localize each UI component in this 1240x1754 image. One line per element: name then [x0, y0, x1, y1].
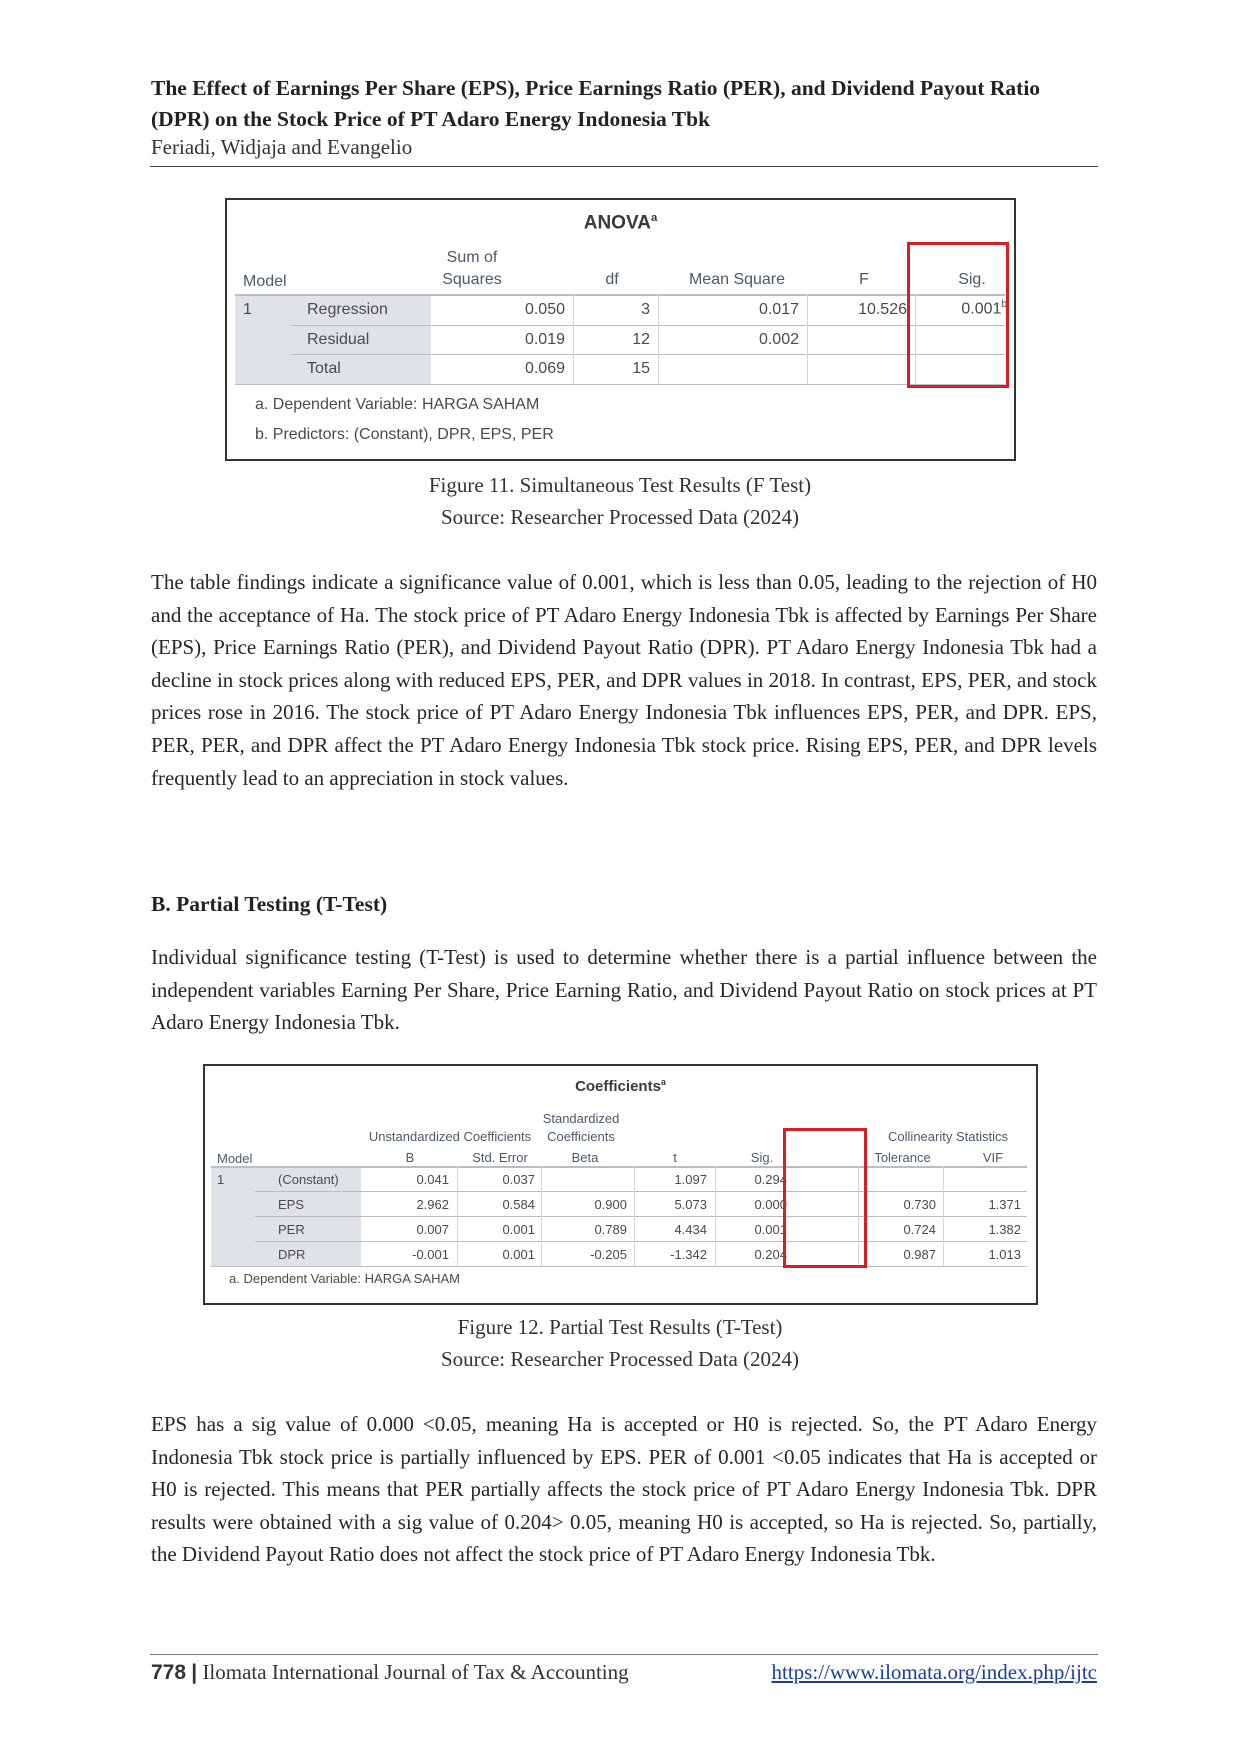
- coef-row-label: PER: [278, 1222, 305, 1237]
- coef-cell-vif: 1.013: [988, 1247, 1021, 1262]
- coef-row-label: (Constant): [278, 1172, 339, 1187]
- coefficients-table-figure: [203, 1064, 1038, 1305]
- anova-cell-df: 12: [632, 331, 650, 348]
- anova-table-figure: [225, 198, 1016, 461]
- anova-header-sum-of-squares-2: Squares: [442, 271, 502, 288]
- coef-cell-b: 0.041: [416, 1172, 449, 1187]
- coef-header-sig: Sig.: [750, 1150, 774, 1165]
- coef-cell-beta: 0.789: [594, 1222, 627, 1237]
- coef-note-dependent: a. Dependent Variable: HARGA SAHAM: [229, 1271, 460, 1286]
- coef-col-rule: [715, 1166, 716, 1266]
- coef-cell-sig: 0.001: [754, 1222, 787, 1237]
- anova-cell-f: 10.526: [858, 301, 907, 318]
- sig-column-highlight: [907, 242, 1009, 388]
- journal-name: Ilomata International Journal of Tax & Accounting: [202, 1660, 629, 1684]
- anova-header-sig: Sig.: [958, 271, 986, 288]
- anova-cell-df: 15: [632, 360, 650, 377]
- anova-col-rule: [807, 294, 808, 384]
- coef-cell-se: 0.037: [502, 1172, 535, 1187]
- coef-row-label: EPS: [278, 1197, 305, 1212]
- anova-header-f: F: [859, 271, 869, 288]
- anova-note-predictors: b. Predictors: (Constant), DPR, EPS, PER: [255, 426, 554, 443]
- coef-cell-t: 5.073: [674, 1197, 707, 1212]
- figure-11-caption: Figure 11. Simultaneous Test Results (F Test): [428, 473, 812, 497]
- anova-cell-sig: 0.001$^b$: [961, 299, 1007, 318]
- anova-header-model: Model: [243, 273, 287, 290]
- coef-cell-b: 0.007: [416, 1222, 449, 1237]
- sig-column-highlight: [783, 1128, 867, 1268]
- coef-header-collinearity: Collinearity Statistics: [888, 1129, 1008, 1144]
- anova-row-label: Total: [307, 360, 341, 377]
- anova-header-rule: [235, 294, 1005, 296]
- coef-cell-t: 4.434: [674, 1222, 707, 1237]
- coef-cell-tolerance: 0.987: [903, 1247, 936, 1262]
- coef-header-standardized-1: Standardized: [542, 1111, 620, 1126]
- coef-header-std-error: Std. Error: [472, 1150, 528, 1165]
- anova-title: ANOVA$^a$: [583, 212, 658, 234]
- body-paragraph: The table findings indicate a significance value of 0.001, which is less than 0.05, leading to the rejection of H0 and the acceptance of Ha. The stock price of PT Adaro Energy Indonesia Tbk is affected by Earnings Per Share (EPS), Price Earnings Ratio (PER), and Dividend Payout Ratio (DPR). PT Adaro Energy Indonesia Tbk had a decline in stock prices along with reduced EPS, PER, and DPR values in 2018. In contrast, EPS, PER, and stock prices rose in 2016. The stock price of PT Adaro Energy Indonesia Tbk influences EPS, PER, and DPR. EPS, PER, PER, and DPR affect the PT Adaro Energy Indonesia Tbk stock price. Rising EPS, PER, and DPR levels frequently lead to an appreciation in stock values.: [151, 570, 1097, 790]
- coef-header-rule: [211, 1166, 1027, 1168]
- coef-model-number: 1: [217, 1172, 225, 1187]
- anova-cell-ss: 0.019: [524, 331, 565, 348]
- anova-header-df: df: [605, 271, 619, 288]
- coef-cell-beta: 0.900: [594, 1197, 627, 1212]
- coef-bottom-rule: [211, 1266, 1027, 1267]
- coef-row-rule: [255, 1191, 1027, 1192]
- coef-header-beta: Beta: [571, 1150, 599, 1165]
- anova-row-label: Regression: [307, 301, 388, 318]
- header-divider: [150, 166, 1098, 167]
- coef-header-tolerance: Tolerance: [874, 1150, 931, 1165]
- anova-row-rule: [291, 325, 1005, 326]
- coef-header-model: Model: [217, 1151, 253, 1166]
- coef-col-rule: [943, 1166, 944, 1266]
- coef-cell-b: 2.962: [416, 1197, 449, 1212]
- coefficients-title: Coefficients$^a$: [575, 1077, 666, 1095]
- anova-col-rule: [573, 294, 574, 384]
- anova-header-mean-square: Mean Square: [688, 271, 786, 288]
- anova-row-label: Residual: [307, 331, 370, 348]
- figure-12-caption: Figure 12. Partial Test Results (T-Test): [457, 1315, 783, 1339]
- anova-cell-ms: 0.002: [758, 331, 799, 348]
- anova-model-number: 1: [243, 301, 252, 318]
- journal-url-link[interactable]: https://www.ilomata.org/index.php/ijtc: [771, 1660, 1097, 1684]
- footer-journal: [151, 1660, 629, 1685]
- page-number: 778: [151, 1661, 187, 1684]
- coef-cell-sig: 0.000: [754, 1197, 787, 1212]
- body-paragraph: Individual significance testing (T-Test) is used to determine whether there is a partial influence between the independent variables Earning Per Share, Price Earning Ratio, and Dividend Payout Ratio on stock prices at PT Adaro Energy Indonesia Tbk.: [151, 945, 1097, 1035]
- anova-cell-df: 3: [641, 301, 650, 318]
- coef-cell-t: 1.097: [674, 1172, 707, 1187]
- coef-cell-sig: 0.294: [754, 1172, 787, 1187]
- coef-cell-beta: -0.205: [590, 1247, 627, 1262]
- coef-cell-t: -1.342: [670, 1247, 707, 1262]
- coef-cell-sig: 0.204: [754, 1247, 787, 1262]
- coef-cell-se: 0.001: [502, 1247, 535, 1262]
- coef-cell-tolerance: 0.730: [903, 1197, 936, 1212]
- coef-row-rule: [255, 1216, 1027, 1217]
- section-heading: B. Partial Testing (T-Test): [151, 892, 388, 916]
- coef-header-unstandardized: Unstandardized Coefficients: [368, 1129, 532, 1144]
- coef-header-standardized-2: Coefficients: [547, 1129, 615, 1144]
- coef-cell-tolerance: 0.724: [903, 1222, 936, 1237]
- coef-col-rule: [541, 1166, 542, 1266]
- running-header-title: The Effect of Earnings Per Share (EPS), Price Earnings Ratio (PER), and Dividend Payout Ratio (DPR) on the Stock Price of PT Adaro Energy Indonesia Tbk: [151, 76, 1041, 131]
- anova-row-rule: [291, 354, 1005, 355]
- figure-11-source: Source: Researcher Processed Data (2024): [440, 505, 800, 529]
- anova-cell-ms: 0.017: [758, 301, 799, 318]
- anova-bottom-rule: [235, 384, 1005, 385]
- coef-cell-se: 0.001: [502, 1222, 535, 1237]
- coef-header-b: B: [405, 1150, 415, 1165]
- coef-cell-b: -0.001: [412, 1247, 449, 1262]
- coef-cell-vif: 1.382: [988, 1222, 1021, 1237]
- coef-cell-se: 0.584: [502, 1197, 535, 1212]
- coef-row-label: DPR: [278, 1247, 306, 1262]
- anova-col-rule: [658, 294, 659, 384]
- coef-cell-vif: 1.371: [988, 1197, 1021, 1212]
- coef-row-rule: [255, 1241, 1027, 1242]
- anova-cell-ss: 0.050: [524, 301, 565, 318]
- anova-note-dependent: a. Dependent Variable: HARGA SAHAM: [255, 396, 540, 413]
- coef-header-t: t: [673, 1150, 677, 1165]
- footer-separator: |: [191, 1661, 198, 1684]
- anova-header-sum-of-squares-1: Sum of: [446, 249, 498, 266]
- body-paragraph: EPS has a sig value of 0.000 <0.05, meaning Ha is accepted or H0 is rejected. So, the PT Adaro Energy Indonesia Tbk stock price is partially influenced by EPS. PER of 0.001 <0.05 indicates that Ha is accepted or H0 is rejected. This means that PER partially affects the stock price of PT Adaro Energy Indonesia Tbk. DPR results were obtained with a sig value of 0.204> 0.05, meaning H0 is accepted, so Ha is rejected. So, partially, the Dividend Payout Ratio does not affect the stock price of PT Adaro Energy Indonesia Tbk.: [151, 1412, 1097, 1567]
- anova-cell-ss: 0.069: [524, 360, 565, 377]
- coef-header-vif: VIF: [982, 1150, 1004, 1165]
- figure-12-source: Source: Researcher Processed Data (2024): [440, 1347, 800, 1371]
- footer-divider: [150, 1654, 1098, 1655]
- running-header-authors: Feriadi, Widjaja and Evangelio: [151, 135, 413, 159]
